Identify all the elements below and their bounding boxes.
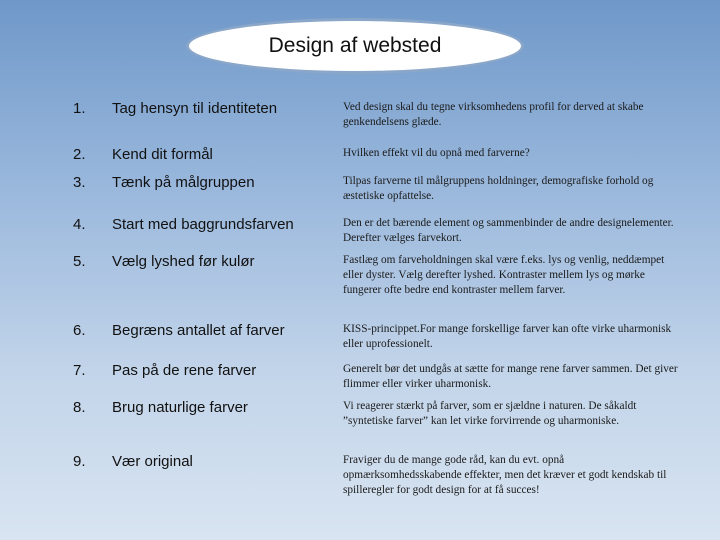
item-description: Tilpas farverne til målgruppens holdninger, demografiske forhold og æstetiske opfattelse. xyxy=(343,175,654,203)
item-number: 5. xyxy=(73,253,86,270)
item-heading: Brug naturlige farver xyxy=(112,399,248,416)
item-number: 8. xyxy=(73,399,86,416)
item-heading: Kend dit formål xyxy=(112,146,213,163)
item-description: Generelt bør det undgås at sætte for mange rene farver sammen. Det giver flimmer eller virker uharmonisk. xyxy=(343,363,678,391)
item-heading: Pas på de rene farver xyxy=(112,362,257,379)
item-number: 9. xyxy=(73,453,86,470)
item-description: Vi reagerer stærkt på farver, som er sjældne i naturen. De såkaldt ”syntetiske farver” kan let virke forvirrende og uharmoniske. xyxy=(343,400,637,428)
title-oval xyxy=(186,18,524,74)
item-number: 3. xyxy=(73,174,86,191)
item-heading: Start med baggrundsfarven xyxy=(112,216,294,233)
item-description: KISS-princippet.For mange forskellige farver kan ofte virke uharmonisk eller uprofessionelt. xyxy=(343,323,672,351)
item-description: Ved design skal du tegne virksomhedens profil for derved at skabe genkendelsens glæde. xyxy=(343,101,644,129)
item-number: 7. xyxy=(73,362,86,379)
item-number: 4. xyxy=(73,216,86,233)
item-number: 2. xyxy=(73,146,86,163)
item-description: Den er det bærende element og sammenbinder de andre designelementer. Derefter vælges farvekort. xyxy=(343,217,674,245)
page-title: Design af websted xyxy=(268,34,442,57)
item-heading: Begræns antallet af farver xyxy=(112,322,285,339)
item-heading: Tænk på målgruppen xyxy=(112,174,255,191)
item-number: 1. xyxy=(73,100,86,117)
item-description: Hvilken effekt vil du opnå med farverne? xyxy=(343,147,530,159)
item-heading: Tag hensyn til identiteten xyxy=(112,100,278,117)
item-description: Fraviger du de mange gode råd, kan du evt. opnå opmærksomhedsskabende effekter, men det kræver et godt kendskab til spilleregler for godt design for at få succes! xyxy=(343,454,667,497)
item-description: Fastlæg om farveholdningen skal være f.eks. lys og venlig, neddæmpet eller dyster. Vælg derefter lyshed. Kontraster mellem lys og mørke fungerer ofte bedre end kontraster mellem farver. xyxy=(343,254,665,297)
item-number: 6. xyxy=(73,322,86,339)
item-heading: Vælg lyshed før kulør xyxy=(112,253,255,270)
item-heading: Vær original xyxy=(112,453,193,470)
